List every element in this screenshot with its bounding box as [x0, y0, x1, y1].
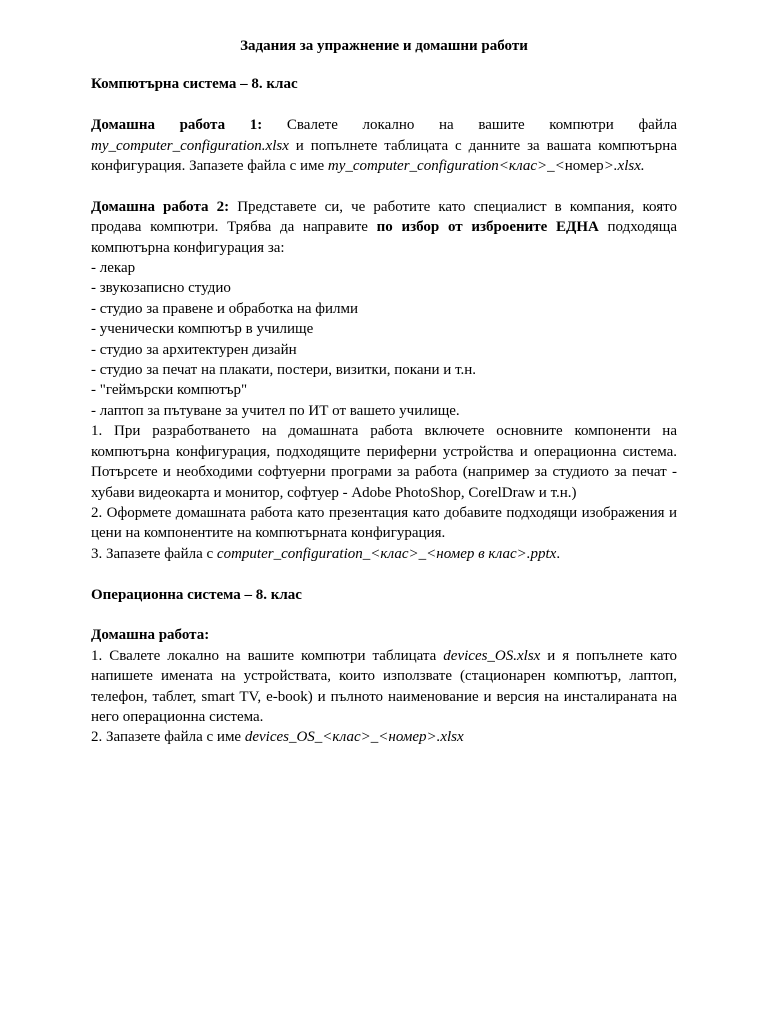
blank-line [91, 176, 677, 196]
homework-2-emphasis: по избор от изброените ЕДНА [376, 219, 599, 236]
homework-os-step-1 [91, 646, 677, 728]
section-heading-computer-system: Компютърна система – 8. клас [91, 76, 298, 93]
homework-2-paragraph [91, 197, 677, 258]
homework-2-label: Домашна работа 2: [91, 198, 230, 215]
homework-os-step-1-file: devices_OS.xlsx [443, 647, 541, 664]
list-item: - студио за правене и обработка на филми [91, 300, 359, 317]
homework-2-step-3 [91, 544, 677, 564]
homework-2-step-2: 2. Оформете домашната работа като презентация като добавите подходящи изображения и цени на компонентите на компютърната конфигурация. [91, 504, 677, 542]
homework-os-step-2 [91, 727, 677, 747]
list-item: - ученически компютър в училище [91, 321, 314, 338]
homework-2-step-3-file: computer_configuration_<клас>_<номер в клас>.pptx [216, 545, 557, 562]
homework-os-label: Домашна работа: [91, 627, 210, 644]
list-item: - студио за печат на плакати, постери, визитки, покани и т.н. [91, 362, 477, 379]
list-item: - "геймърски компютър" [91, 382, 248, 399]
homework-1-save-name-a: my_computer_configuration<клас>_< [327, 158, 565, 175]
homework-os-step-2-prefix: 2. Запазете файла с име [91, 729, 245, 746]
homework-2-step-3-suffix: . [556, 545, 561, 562]
list-item: - звукозаписно студио [91, 280, 231, 297]
homework-2-text-2: подходяща компютърна конфигурация за: [91, 219, 677, 256]
homework-1-text-2: и попълнете таблицата с данните за вашата компютърна конфигурация. Запазете файла с име [91, 137, 677, 175]
homework-1-label: Домашна работа 1: [91, 117, 263, 134]
list-item: - лаптоп за пътуване за учител по ИТ от вашето училище. [91, 402, 460, 419]
page-title: Задания за упражнение и домашни работи [240, 38, 528, 54]
list-item: - лекар [91, 260, 136, 277]
homework-1-save-name-c: >.xlsx. [603, 158, 645, 175]
blank-line [91, 95, 677, 115]
homework-2-text-1: Представете си, че работите като специалист в компания, която продава компютри. Трябва да направите [91, 198, 677, 236]
homework-1-text-1: Свалете локално на вашите компютри файла [262, 117, 677, 134]
homework-os-step-2-file: devices_OS_<клас>_<номер>.xlsx [244, 729, 464, 746]
homework-os-step-1-suffix: и я попълнете като напишете имената на устройствата, които използвате (стационарен компютър, лаптоп, телефон, таблет, smart TV, e-book) и пълното наименование и версия на инсталираната на него операционна система. [91, 647, 678, 725]
homework-2-options-list [91, 258, 677, 421]
section-heading-operating-system: Операционна система – 8. клас [91, 586, 302, 603]
homework-2-step-3-prefix: 3. Запазете файла с [91, 545, 217, 562]
homework-1-save-name-b: номер [564, 158, 604, 175]
blank-line [91, 564, 677, 584]
homework-os-step-1-prefix: 1. Свалете локално на вашите компютри таблицата [91, 647, 444, 664]
homework-1-paragraph [91, 115, 677, 176]
homework-1-file-name: my_computer_configuration.xlsx [91, 137, 289, 154]
list-item: - студио за архитектурен дизайн [91, 341, 297, 358]
blank-line [91, 605, 677, 625]
homework-2-step-1: 1. При разработването на домашната работа включете основните компоненти на компютърна конфигурация, подходящите периферни устройства и операционна система. Потърсете и необходими софтуерни програми за работа (например за студиото за печат - хубави видеокарта и монитор, софтуер - Adobe PhotoShop, CorelDraw и т.н.) [91, 423, 677, 501]
